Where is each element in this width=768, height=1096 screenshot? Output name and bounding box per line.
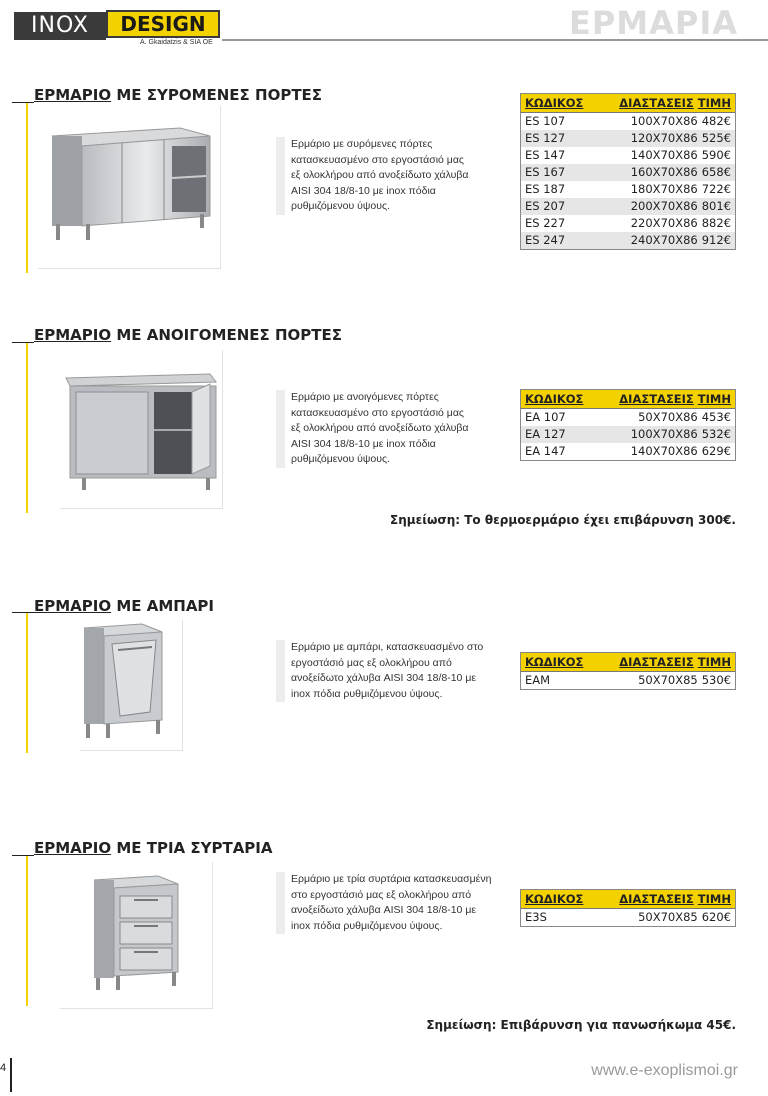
table-header: ΚΩΔΙΚΟΣ ΔΙΑΣΤΑΣΕΙΣ ΤΙΜΗ xyxy=(521,390,735,409)
description-three-drawers: Ερμάριο με τρία συρτάρια κατασκευασμένη στο εργοστάσιό μας εξ ολοκλήρου από ανοξείδωτο χάλυβα AISI 304 18/8-10 με inox πόδια ρυθμιζόμενου ύψους. xyxy=(276,872,491,934)
page-number: 4 xyxy=(0,1062,7,1074)
product-photo-frame xyxy=(60,862,213,1009)
price-table-three-drawers xyxy=(520,889,736,927)
table-row: EA 147 140X70X86 629€ xyxy=(525,444,731,458)
footer-bar xyxy=(10,1058,12,1092)
note-top-raise: Σημείωση: Επιβάρυνση για πανωσήκωμα 45€. xyxy=(426,1018,736,1032)
table-row: EA 107 50X70X86 453€ xyxy=(525,410,731,424)
description-bin: Ερμάριο με αμπάρι, κατασκευασμένο στο εργοστάσιό μας εξ ολοκλήρου από ανοξείδωτο χάλυβα AISI 304 18/8-10 με inox πόδια ρυθμιζόμενου ύψους. xyxy=(276,640,483,702)
section-accent-bar xyxy=(26,613,28,753)
product-photo-frame xyxy=(38,106,221,269)
website-url: www.e-exoplismoi.gr xyxy=(591,1062,738,1079)
section-title-bin: ΕΡΜΑΡΙΟ ΜΕ ΑΜΠΑΡΙ xyxy=(34,597,214,615)
table-row: ES 187 180X70X86 722€ xyxy=(525,182,731,196)
three-drawer-cabinet-image xyxy=(60,862,212,1008)
table-row: ES 247 240X70X86 912€ xyxy=(521,232,735,249)
section-accent-bar xyxy=(26,856,28,1006)
table-row: ES 207 200X70X86 801€ xyxy=(521,198,735,215)
section-title-hinged-doors: ΕΡΜΑΡΙΟ ΜΕ ΑΝΟΙΓΟΜΕΝΕΣ ΠΟΡΤΕΣ xyxy=(34,326,342,344)
table-row: ES 127 120X70X86 525€ xyxy=(521,130,735,147)
logo-design: DESIGN xyxy=(106,10,220,38)
table-row: EA 127 100X70X86 532€ xyxy=(521,426,735,443)
description-hinged-doors: Ερμάριο με ανοιγόμενες πόρτες κατασκευασμένο στο εργοστάσιό μας εξ ολοκλήρου από ανοξείδωτο χάλυβα AISI 304 18/8-10 με inox πόδια ρυθμιζόμενου ύψους. xyxy=(276,390,468,468)
sliding-door-cabinet-image xyxy=(38,106,220,268)
hinged-door-cabinet-image xyxy=(60,350,222,508)
table-row: ES 107 100X70X86 482€ xyxy=(525,114,731,128)
page-title: ΕΡΜΑΡΙΑ xyxy=(568,4,738,42)
section-rule xyxy=(12,612,34,613)
price-table-sliding-doors xyxy=(520,93,736,250)
section-rule xyxy=(12,342,34,343)
table-row: ES 227 220X70X86 882€ xyxy=(525,216,731,230)
section-title-sliding-doors: ΕΡΜΑΡΙΟ ΜΕ ΣΥΡΟΜΕΝΕΣ ΠΟΡΤΕΣ xyxy=(34,86,323,104)
section-accent-bar xyxy=(26,343,28,513)
section-title-three-drawers: ΕΡΜΑΡΙΟ ΜΕ ΤΡΙΑ ΣΥΡΤΑΡΙΑ xyxy=(34,839,273,857)
table-row: ES 147 140X70X86 590€ xyxy=(525,148,731,162)
price-table-bin xyxy=(520,652,736,690)
table-row: ES 167 160X70X86 658€ xyxy=(521,164,735,181)
section-rule xyxy=(12,102,34,103)
description-sliding-doors: Ερμάριο με συρόμενες πόρτες κατασκευασμένο στο εργοστάσιό μας εξ ολοκλήρου από ανοξείδωτο χάλυβα AISI 304 18/8-10 με inox πόδια ρυθμιζόμενου ύψους. xyxy=(276,137,468,215)
logo-subtitle: A. Gkaidatzis & SIA OE xyxy=(140,39,213,46)
note-heated-cabinet: Σημείωση: Το θερμοερμάριο έχει επιβάρυνση 300€. xyxy=(390,513,736,527)
product-photo-frame xyxy=(80,620,183,751)
price-table-hinged-doors xyxy=(520,389,736,461)
table-header: ΚΩΔΙΚΟΣ ΔΙΑΣΤΑΣΕΙΣ ΤΙΜΗ xyxy=(521,94,735,113)
product-photo-frame xyxy=(60,350,223,509)
table-row: E3S 50X70X85 620€ xyxy=(525,910,731,924)
logo-inox: INOX xyxy=(14,12,106,40)
table-header: ΚΩΔΙΚΟΣ ΔΙΑΣΤΑΣΕΙΣ ΤΙΜΗ xyxy=(521,890,735,909)
section-rule xyxy=(12,855,34,856)
table-header: ΚΩΔΙΚΟΣ ΔΙΑΣΤΑΣΕΙΣ ΤΙΜΗ xyxy=(521,653,735,672)
bin-cabinet-image xyxy=(80,620,182,750)
table-row: EAM 50X70X85 530€ xyxy=(525,673,731,687)
section-accent-bar xyxy=(26,103,28,273)
